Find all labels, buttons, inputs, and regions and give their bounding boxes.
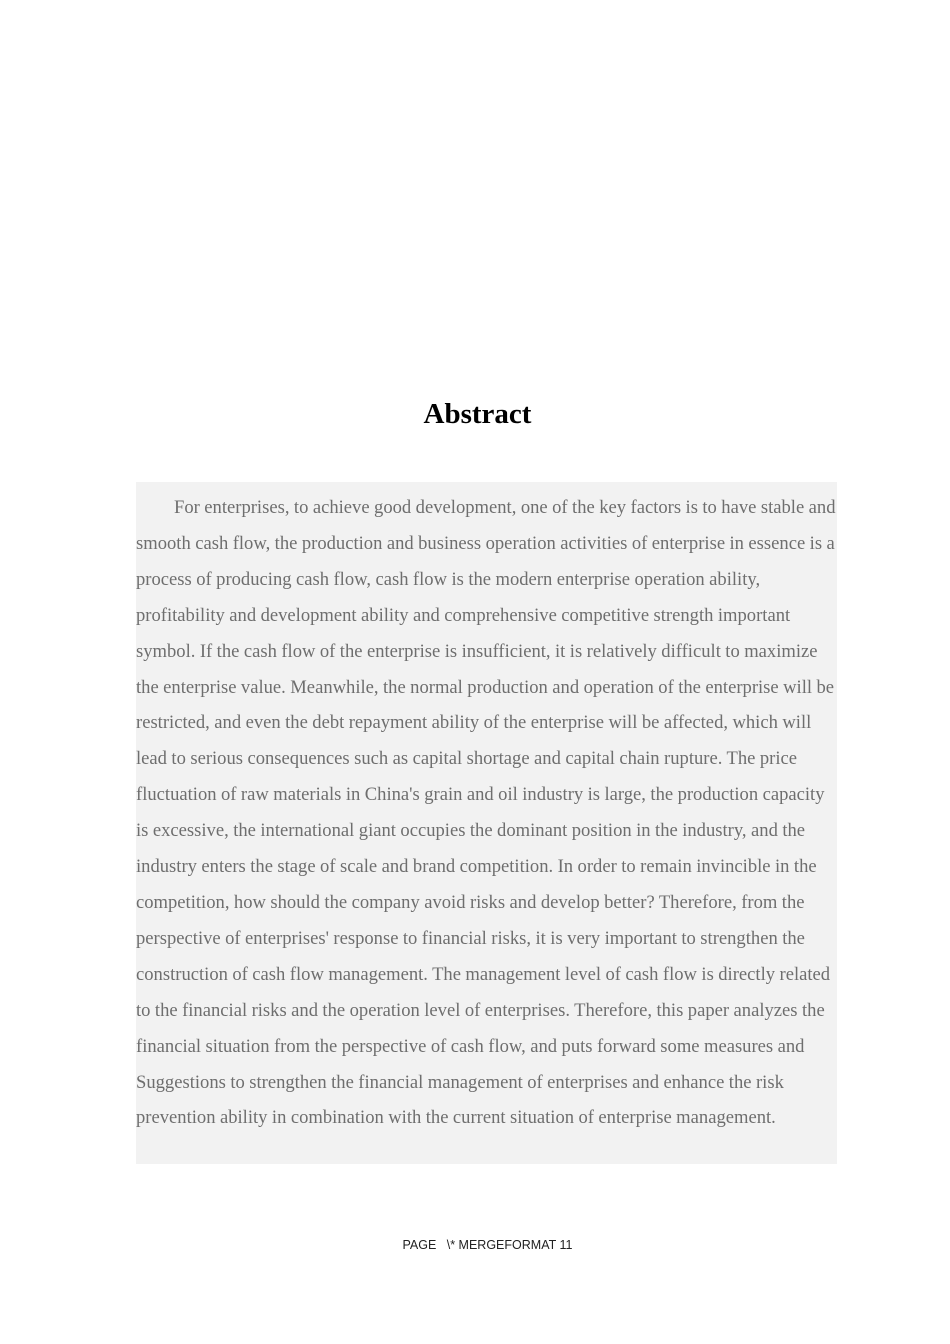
abstract-title: Abstract: [423, 398, 532, 430]
abstract-paragraph: For enterprises, to achieve good development, one of the key factors is to have stable and smooth cash flow, the production and business operation activities of enterprise in essence is a process of producing cash flow, cash flow is the modern enterprise operation ability, profitability and development ability and comprehensive competitive strength important symbol. If the cash flow of the enterprise is insufficient, it is relatively difficult to maximize the enterprise value. Meanwhile, the normal production and operation of the enterprise will be restricted, and even the debt repayment ability of the enterprise will be affected, which will lead to serious consequences such as capital shortage and capital chain rupture. The price fluctuation of raw materials in China's grain and oil industry is large, the production capacity is excessive, the international giant occupies the dominant position in the industry, and the industry enters the stage of scale and brand competition. In order to remain invincible in the competition, how should the company avoid risks and develop better? Therefore, from the perspective of enterprises' response to financial risks, it is very important to strengthen the construction of cash flow management. The management level of cash flow is directly related to the financial risks and the operation level of enterprises. Therefore, this paper analyzes the financial situation from the perspective of cash flow, and puts forward some measures and Suggestions to strengthen the financial management of enterprises and enhance the risk prevention ability in combination with the current situation of enterprise management.: [136, 482, 837, 1164]
page-footer-field: PAGE \* MERGEFORMAT 11: [402, 1238, 573, 1252]
